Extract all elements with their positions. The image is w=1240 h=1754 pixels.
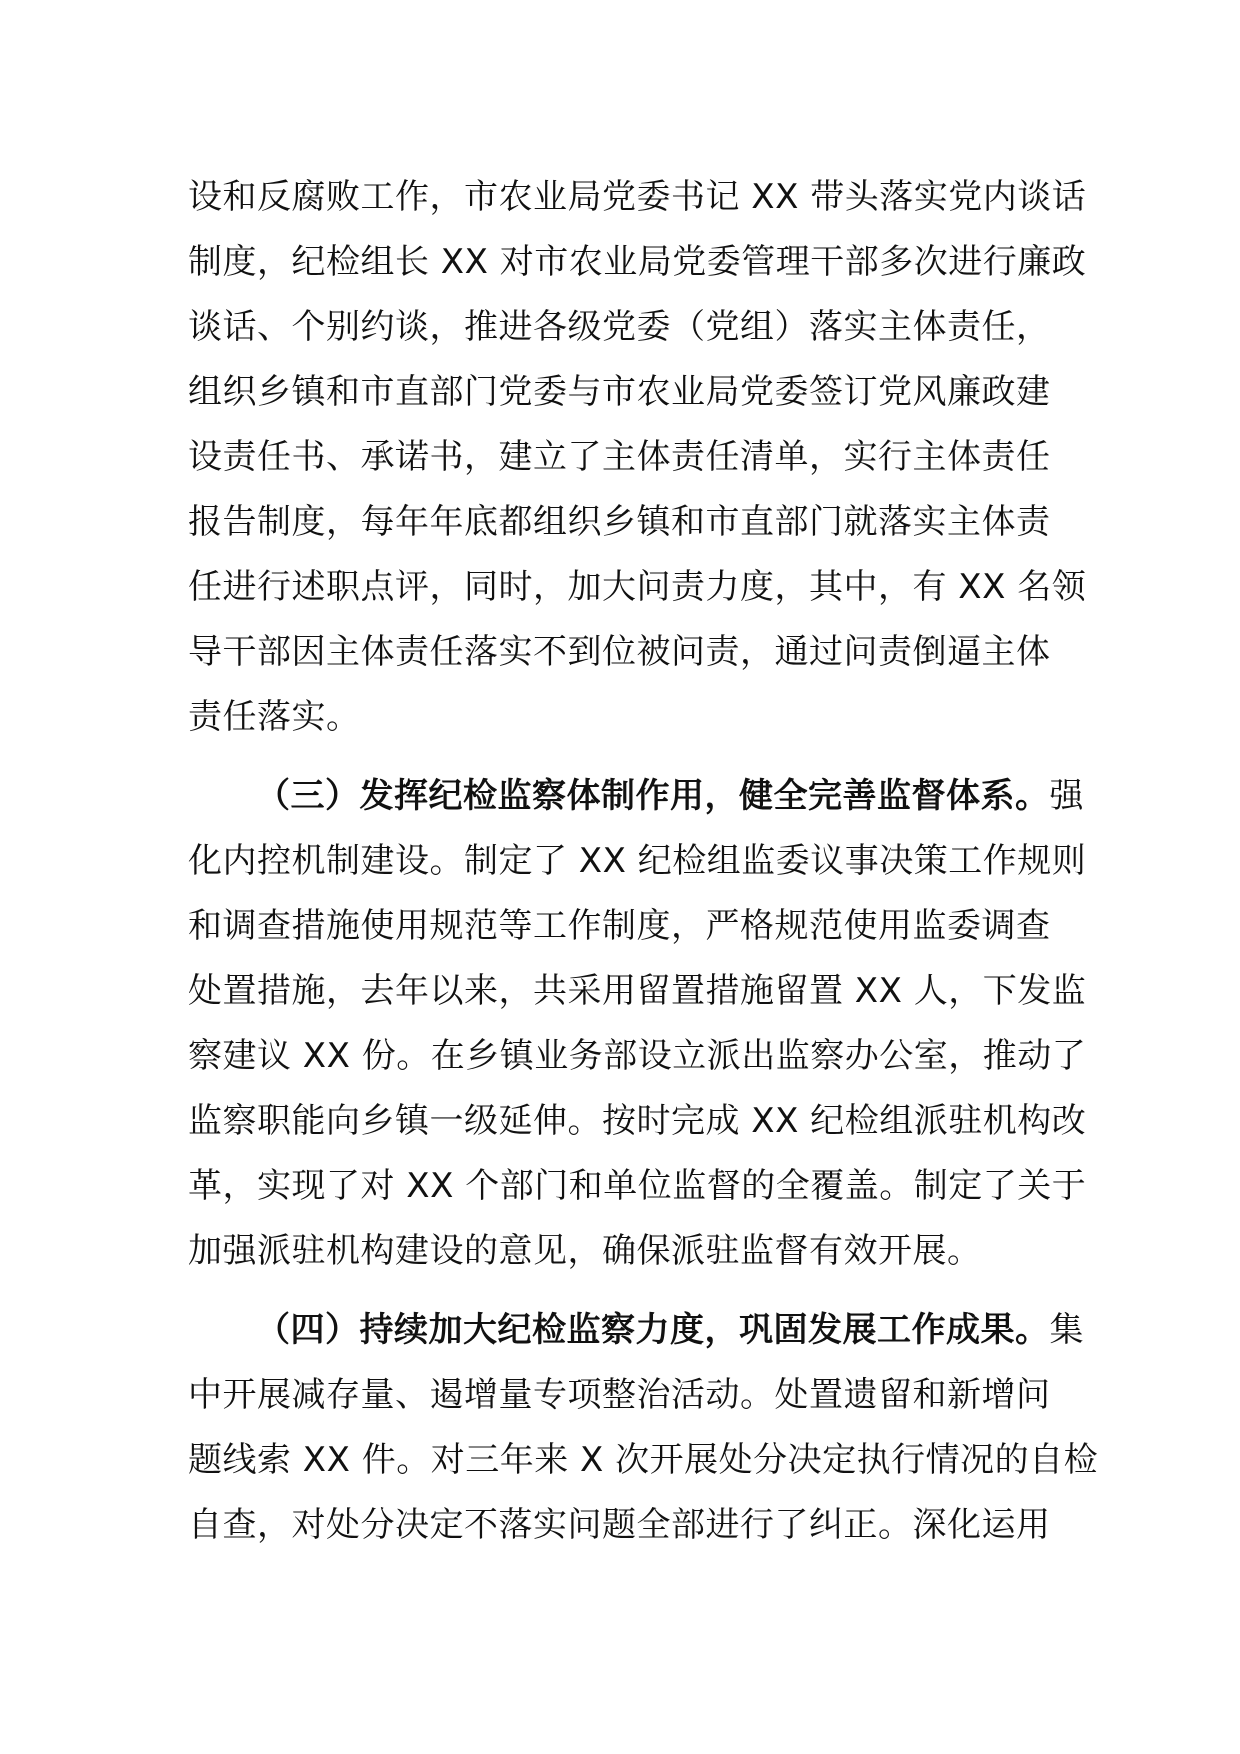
body-text — [188, 165, 1099, 1558]
section-heading: （四）持续加大纪检监察力度，巩固发展工作成果。 — [256, 1310, 1050, 1350]
section-heading: （三）发挥纪检监察体制作用，健全完善监督体系。 — [256, 776, 1050, 816]
text-line-rest: 强 — [1049, 776, 1084, 816]
text-line: 制度，纪检组长 XX 对市农业局党委管理干部多次进行廉政 — [188, 242, 1087, 282]
text-line-rest: 集 — [1049, 1310, 1084, 1350]
paragraph-spacing — [188, 1284, 1058, 1298]
text-line — [188, 764, 1084, 829]
text-line: 监察职能向乡镇一级延伸。按时完成 XX 纪检组派驻机构改 — [188, 1101, 1087, 1141]
text-line: 设和反腐败工作，市农业局党委书记 XX 带头落实党内谈话 — [188, 177, 1087, 217]
text-line: 谈话、个别约谈，推进各级党委（党组）落实主体责任， — [188, 307, 1051, 347]
text-line: 设责任书、承诺书，建立了主体责任清单，实行主体责任 — [188, 437, 1051, 477]
text-line: 报告制度，每年年底都组织乡镇和市直部门就落实主体责 — [188, 502, 1051, 542]
text-line: 任进行述职点评，同时，加大问责力度，其中，有 XX 名领 — [188, 567, 1087, 607]
paragraph-spacing — [188, 750, 1058, 764]
text-line: 和调查措施使用规范等工作制度，严格规范使用监委调查 — [188, 906, 1051, 946]
text-line: 自查，对处分决定不落实问题全部进行了纠正。深化运用 — [188, 1505, 1051, 1545]
text-line: 组织乡镇和市直部门党委与市农业局党委签订党风廉政建 — [188, 372, 1051, 412]
paragraph-3 — [188, 1298, 1099, 1558]
text-line: 中开展减存量、遏增量专项整治活动。处置遗留和新增问 — [188, 1375, 1051, 1415]
paragraph-1 — [188, 165, 1087, 750]
text-line: 察建议 XX 份。在乡镇业务部设立派出监察办公室，推动了 — [188, 1036, 1087, 1076]
text-line: 题线索 XX 件。对三年来 X 次开展处分决定执行情况的自检 — [188, 1440, 1099, 1480]
text-line: 化内控机制建设。制定了 XX 纪检组监委议事决策工作规则 — [188, 841, 1087, 881]
text-line: 责任落实。 — [188, 697, 361, 737]
paragraph-2 — [188, 764, 1087, 1284]
text-line: 导干部因主体责任落实不到位被问责，通过问责倒逼主体 — [188, 632, 1051, 672]
text-line: 加强派驻机构建设的意见，确保派驻监督有效开展。 — [188, 1231, 982, 1271]
text-line — [188, 1298, 1084, 1363]
text-line: 革，实现了对 XX 个部门和单位监督的全覆盖。制定了关于 — [188, 1166, 1087, 1206]
text-line: 处置措施，去年以来，共采用留置措施留置 XX 人，下发监 — [188, 971, 1087, 1011]
